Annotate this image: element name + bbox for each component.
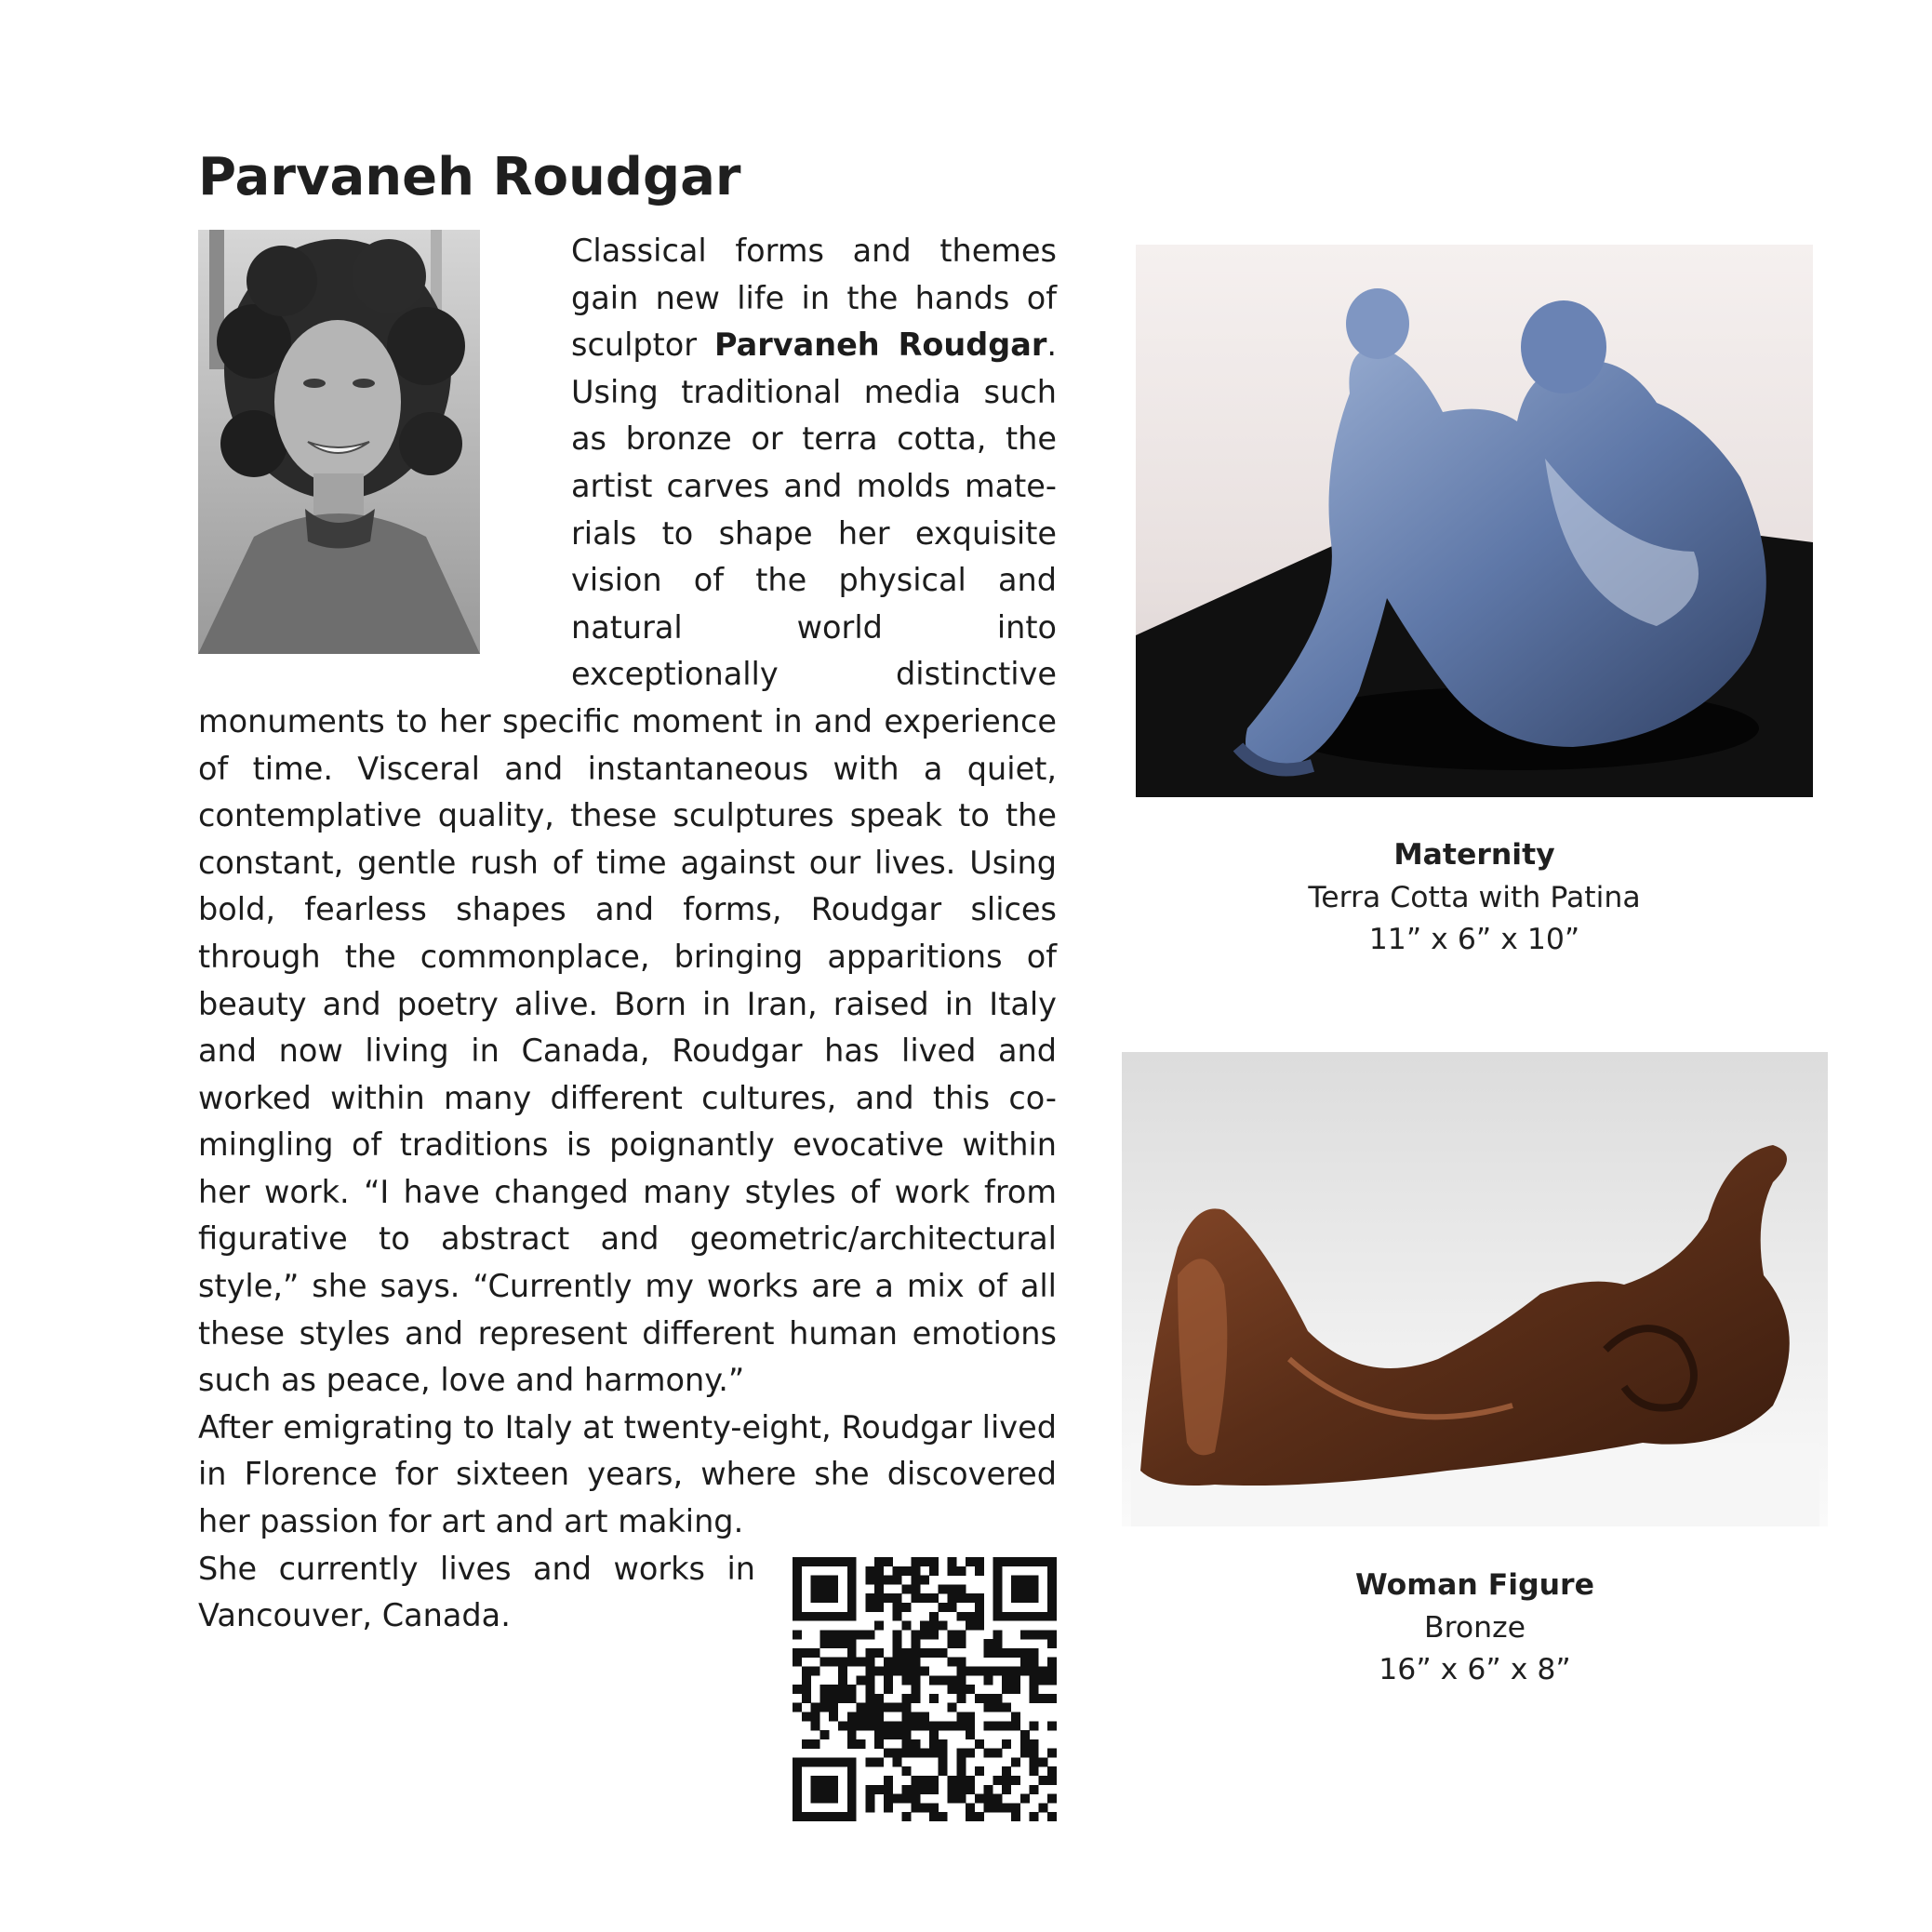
artist-portrait-photo bbox=[198, 230, 480, 654]
artwork-medium: Bronze bbox=[1423, 1610, 1526, 1645]
artist-bio bbox=[198, 228, 1057, 1821]
artwork-title: Maternity bbox=[1393, 838, 1555, 872]
bio-intro-text: Classical forms and themes gain new life in the hands of sculptor bbox=[571, 233, 1057, 364]
bio-paragraph-vancouver: She currently lives and works in Vancouver, Canada. bbox=[198, 1550, 755, 1634]
bio-paragraph-italy: After emigrating to Italy at twenty-eight, Roudgar lived in Florence for sixteen years, where she discovered her passion for art and art making. bbox=[198, 1408, 1057, 1540]
qr-code[interactable] bbox=[793, 1557, 1057, 1821]
woman-figure-sculpture-illustration bbox=[1122, 1052, 1828, 1526]
artwork-dimensions: 16” x 6” x 8” bbox=[1379, 1653, 1571, 1686]
artwork-photo-maternity bbox=[1136, 245, 1813, 797]
qr-code-pattern bbox=[793, 1557, 1057, 1821]
artwork-title: Woman Figure bbox=[1355, 1568, 1594, 1602]
artist-name-heading: Parvaneh Roudgar bbox=[198, 147, 741, 207]
artwork-dimensions: 11” x 6” x 10” bbox=[1368, 923, 1580, 956]
artwork-medium: Terra Cotta with Patina bbox=[1308, 880, 1641, 914]
artwork-photo-woman-figure bbox=[1122, 1052, 1828, 1526]
maternity-sculpture-illustration bbox=[1136, 245, 1813, 797]
caption-woman-figure bbox=[1122, 1565, 1828, 1692]
bio-artist-name: Parvaneh Roudgar bbox=[714, 326, 1047, 364]
caption-maternity bbox=[1136, 834, 1813, 962]
bio-main-text: . Using traditional media such as bronze or terra cotta, the artist carves and molds materials to shape her exquisite vision of the physical and natural world into exceptionally distinctive monuments to her specific moment in and experience of time. Visceral and instantaneous with a quiet, contemplative quality, these sculptures speak to the constant, gentle rush of time against our lives. Using bold, fearless shapes and forms, Roudgar slices through the commonplace, bringing apparitions of beauty and poetry alive. Born in Iran, raised in Italy and now living in Canada, Roudgar has lived and worked within many different cultures, and this co-mingling of traditions is poignantly evocative within her work. “I have changed many styles of work from figurative to abstract and geometric/architectural style,” she says. “Currently my works are a mix of all these styles and represent different human emotions such as peace, love and harmony.” bbox=[198, 326, 1057, 1399]
portrait-illustration bbox=[198, 230, 480, 654]
